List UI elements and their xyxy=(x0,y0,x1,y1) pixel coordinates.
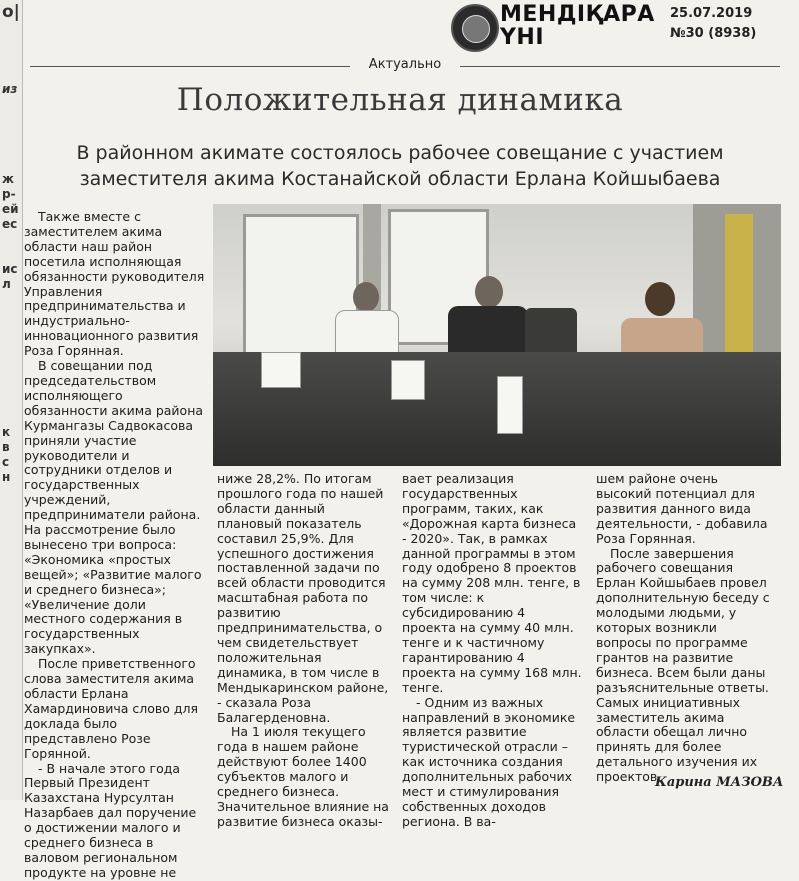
paragraph: - В начале этого года Первый Президент Казахстана Нурсултан Назарбаев дал поручение о достижении малого и среднего бизнеса в валовом региональном продукте на уровне не xyxy=(24,760,197,880)
paragraph: вает реализация государственных программ, таких, как «Дорожная карта бизнеса - 2020». Так, в рамках данной программы в этом году одобрено 8 проектов на сумму 208 млн. тенге, в том числе: к субсидированию 4 проекта на сумму 40 млн. тенге и к частичному гарантированию 4 проекта на сумму 168 млн. тенге. xyxy=(402,471,582,695)
meeting-photo xyxy=(213,204,781,466)
paragraph: В совещании под председательством исполняющего обязанности акима района Курмангазы Садвокасова приняли участие руководители и сотрудники отделов и государственных учреждений, предприниматели района. На рассмотрение было вынесено три вопроса: «Экономика «простых вещей»; «Развитие малого и среднего бизнеса»; «Увеличение доли местного содержания в государственных закупках». xyxy=(24,358,204,657)
paragraph: После завершения рабочего совещания Ерлан Койшыбаев провел дополнительную беседу с молодыми людьми, у которых возникли вопросы по программе грантов на развитие бизнеса. Всем были даны разъяснительные ответы. Самых инициативных заместитель акима области обещал лично принять для более детального изучения их проектов. xyxy=(596,545,770,785)
paragraph: - Одним из важных направлений в экономике является развитие туристической отрасли – как источника создания дополнительных рабочих мест и стимулирования собственных доходов региона. В ва- xyxy=(402,694,576,829)
article-headline: Положительная динамика xyxy=(176,82,624,118)
prev-page-fragment: н xyxy=(2,470,11,484)
prev-page-fragment: из xyxy=(2,82,18,96)
prev-page-fragment: о| xyxy=(2,2,20,22)
author-byline: Карина МАЗОВА xyxy=(655,775,784,790)
paragraph: После приветственного слова заместителя акима области Ерлана Хамардиновича слово для доклада было представлено Розе Горянной. xyxy=(24,656,198,761)
article-column-4 xyxy=(596,472,774,785)
issue-number: №30 (8938) xyxy=(670,26,757,41)
prev-page-fragment: л xyxy=(2,277,11,291)
prev-page-fragment: ж xyxy=(2,172,14,186)
section-rule-right xyxy=(460,66,780,67)
article-column-3 xyxy=(402,472,582,830)
paragraph: На 1 июля текущего года в нашем районе действуют более 1400 субъектов малого и среднего бизнеса. Значительное влияние на развитие бизнеса оказы- xyxy=(217,724,389,829)
prev-page-fragment: ес xyxy=(2,217,18,231)
prev-page-fragment: к xyxy=(2,425,11,439)
section-label: Актуально xyxy=(360,57,450,72)
article-subheadline: В районном акимате состоялось рабочее совещание с участием заместителя акима Костанайской области Ерлана Койшыбаева xyxy=(76,142,724,190)
prev-page-fragment: ис xyxy=(2,262,18,276)
prev-page-fragment: с xyxy=(2,455,10,469)
article-column-1 xyxy=(24,210,206,881)
issue-date: 25.07.2019 xyxy=(670,6,753,21)
newspaper-title-line1: МЕНДІҚАРА xyxy=(500,2,655,27)
prev-page-fragment: в xyxy=(2,440,10,454)
previous-page-edge xyxy=(0,0,23,800)
paragraph: ниже 28,2%. По итогам прошлого года по нашей области данный плановый показатель составил 25,9%. Для успешного достижения поставленной задачи по всей области проводится масштабная работа по развитию предпринимательства, о чем свидетельствует положительная динамика, в том числе в Мендыкаринском районе, - сказала Роза Балагерденовна. xyxy=(217,471,389,725)
section-rule-left xyxy=(30,66,350,67)
newspaper-emblem xyxy=(451,4,499,52)
newspaper-title-line2: ҮНІ xyxy=(500,25,545,50)
newspaper-title xyxy=(500,3,655,49)
prev-page-fragment: ей xyxy=(2,202,19,216)
article-column-2 xyxy=(217,472,389,830)
prev-page-fragment: р- xyxy=(2,187,16,201)
paragraph: шем районе очень высокий потенциал для развития данного вида деятельности, - добавила Роза Горянная. xyxy=(596,471,768,546)
paragraph: Также вместе с заместителем акима области наш район посетила исполняющая обязанности руководителя Управления предпринимательства и индустриально-инновационного развития Роза Горянная. xyxy=(24,209,205,359)
